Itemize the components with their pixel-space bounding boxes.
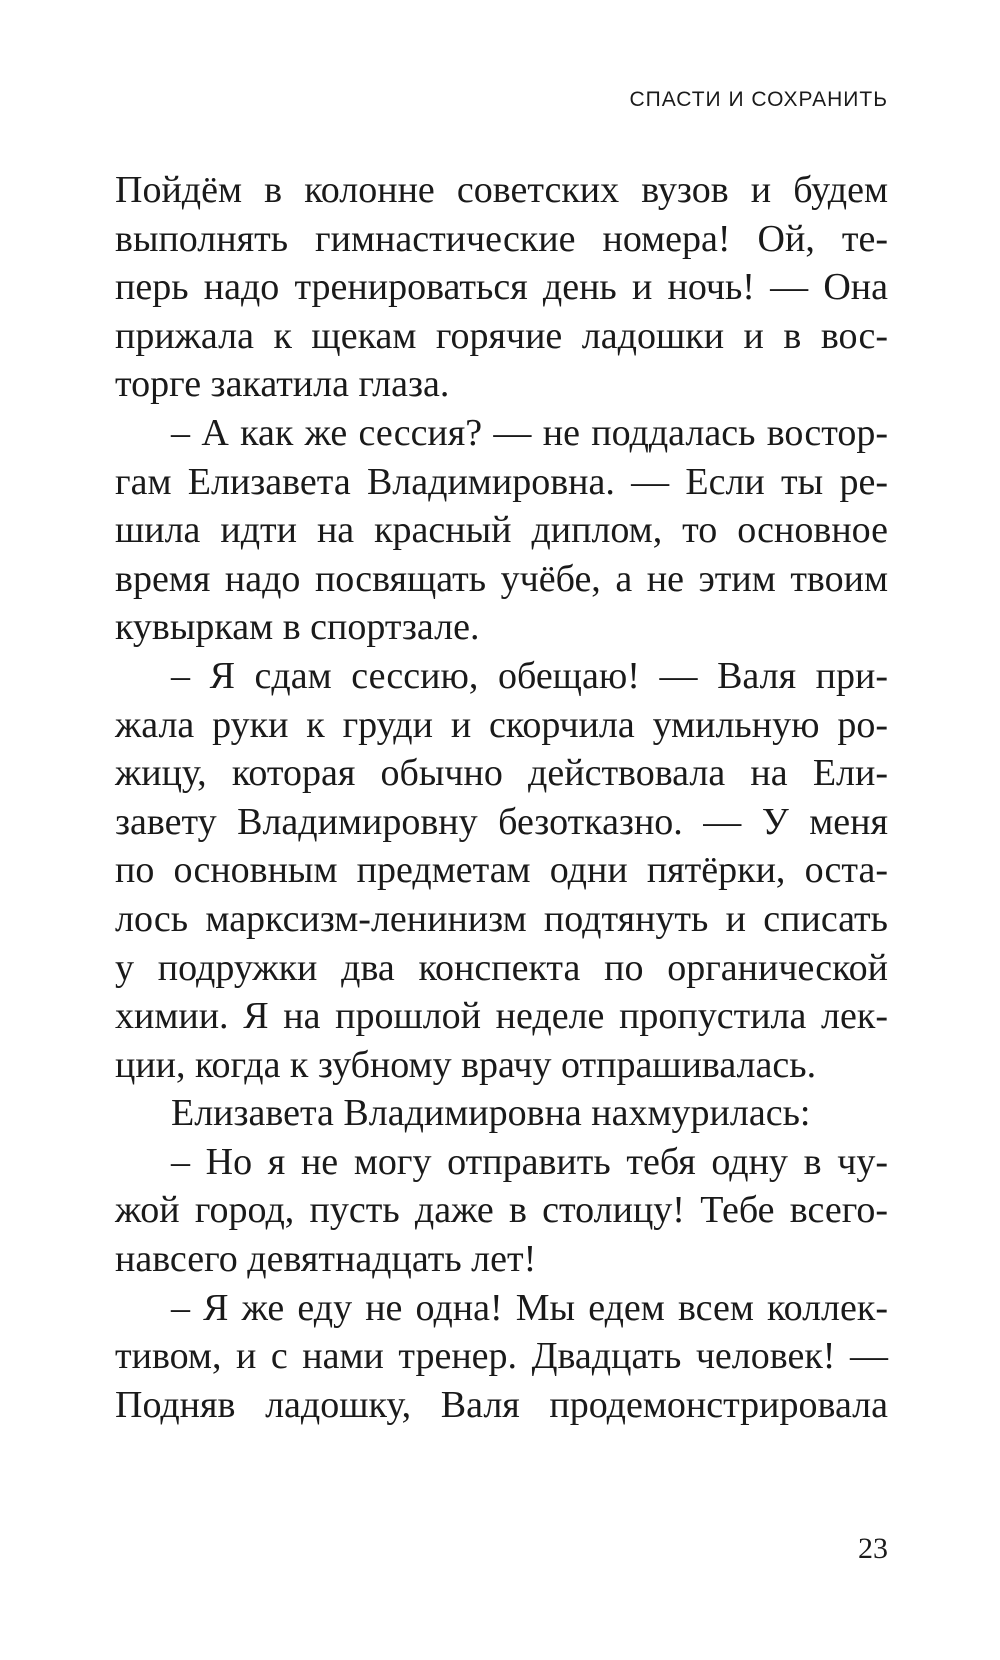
page-body-text [115, 166, 888, 1429]
text-line: – Я сдам сессию, обещаю! — Валя при- [171, 654, 888, 697]
text-line: жой город, пусть даже в столицу! Тебе всего- [115, 1189, 888, 1232]
text-line: Подняв ладошку, Валя продемонстрировала [115, 1383, 888, 1426]
page-number: 23 [858, 1532, 888, 1565]
text-line: ции, когда к зубному врачу отпрашивалась. [115, 1043, 817, 1086]
text-line: жала руки к груди и скорчила умильную ро- [115, 703, 888, 746]
text-line: завету Владимировну безотказно. — У меня [115, 800, 888, 843]
text-line: у подружки два конспекта по органической [115, 946, 888, 989]
text-line: лось марксизм-ленинизм подтянуть и списать [115, 897, 888, 940]
text-line: – А как же сессия? — не поддалась востор- [171, 411, 888, 454]
text-line: – Я же еду не одна! Мы едем всем коллек- [171, 1286, 888, 1329]
text-line: выполнять гимнастические номера! Ой, те- [115, 217, 888, 260]
text-line: по основным предметам одни пятёрки, оста- [115, 849, 888, 892]
text-line: прижала к щекам горячие ладошки и в вос- [115, 314, 888, 357]
text-line: торге закатила глаза. [115, 363, 450, 406]
text-line: время надо посвящать учёбе, а не этим твоим [115, 557, 888, 600]
text-line: гам Елизавета Владимировна. — Если ты ре- [115, 460, 888, 503]
text-line: тивом, и с нами тренер. Двадцать человек! — [115, 1335, 888, 1378]
text-line: – Но я не могу отправить тебя одну в чу- [171, 1140, 888, 1183]
text-line: химии. Я на прошлой неделе пропустила лек- [115, 995, 888, 1038]
text-line: навсего девятнадцать лет! [115, 1238, 537, 1281]
text-line: перь надо тренироваться день и ночь! — Она [115, 266, 888, 309]
text-line: шила идти на красный диплом, то основное [115, 509, 888, 552]
running-header: СПАСТИ И СОХРАНИТЬ [629, 88, 888, 111]
text-line: Пойдём в колонне советских вузов и будем [115, 169, 888, 211]
text-line: Елизавета Владимировна нахмурилась: [171, 1092, 811, 1135]
text-line: жицу, которая обычно действовала на Ели- [115, 752, 888, 795]
text-line: кувыркам в спортзале. [115, 606, 480, 649]
